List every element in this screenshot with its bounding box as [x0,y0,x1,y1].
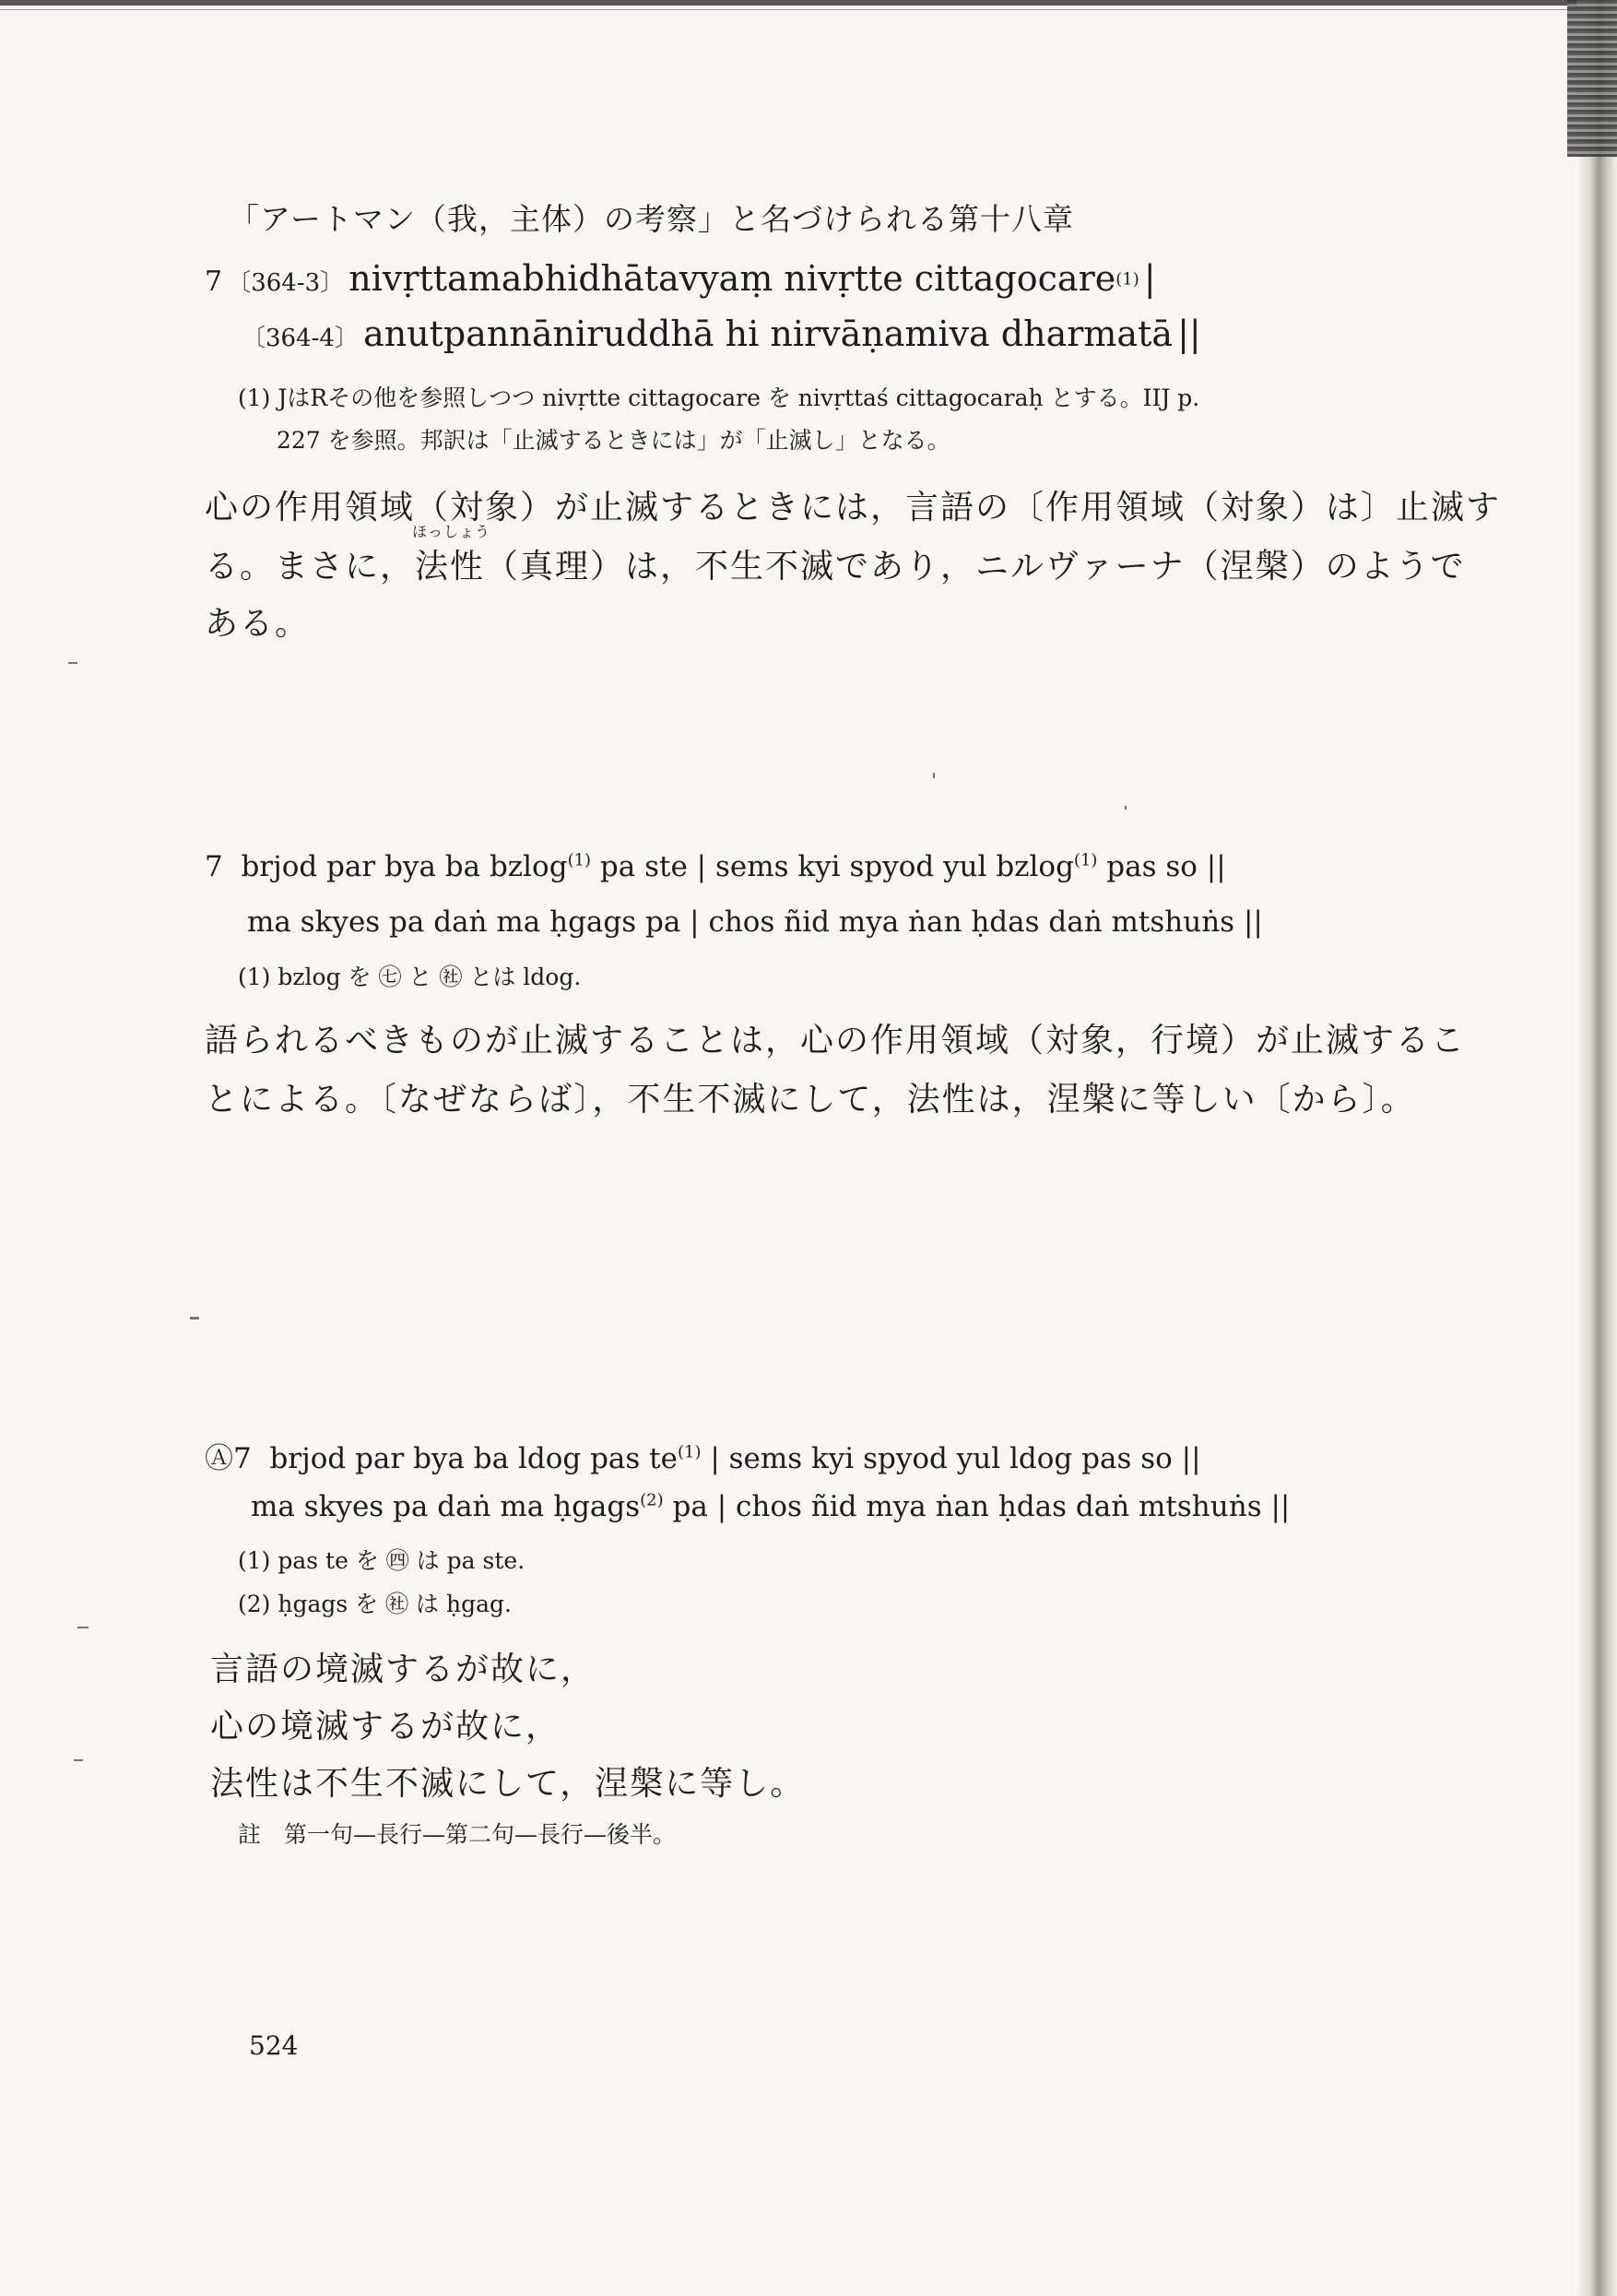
note-marker: (1) [1115,269,1139,290]
sanskrit-translation-line-2: る。まさに，法性（真理）は，不生不滅であり，ニルヴァーナ（涅槃）のようで [205,548,1466,586]
scan-speck [77,1627,89,1628]
verse-divider: || [1177,314,1201,354]
tibetan-translation-line-1: 語られるべきものが止滅することは，心の作用領域（対象，行境）が止滅するこ [205,1022,1467,1059]
tibetan-b-translation-line-1: 言語の境滅するが故に， [210,1651,596,1688]
tibetan-b-footnote-2: (2) ḥgags を ㊓ は ḥgag. [238,1591,512,1617]
tibetan-b-footnote-1: (1) pas te を ㊃ は pa ste. [238,1547,525,1574]
sanskrit-text: anutpannāniruddhā hi nirvāṇamiva dharmatā [363,314,1174,354]
chapter-title: 「アートマン（我，主体）の考察」と名づけられる第十八章 [229,201,1075,237]
tibetan-b-verse-line-1 [205,1435,1201,1476]
tibetan-translation-line-2: とによる。〔なぜならば〕，不生不滅にして，法性は，涅槃に等しい〔から〕。 [205,1081,1416,1118]
tibetan-footnote: (1) bzlog を ㊆ と ㊓ とは ldog. [238,964,582,990]
footnote-label: (1) [238,385,271,411]
tibetan-verse-line-1 [205,850,1226,883]
scan-binding-shadow [1567,0,1617,157]
tibetan-text: pa ste | sems kyi spyod yul bzlog [599,850,1074,883]
sanskrit-text: nivṛttamabhidhātavyaṃ nivṛtte cittagocare [348,258,1116,299]
sanskrit-translation-line-3: ある。 [205,605,311,643]
tibetan-b-translation-line-2: 心の境滅するが故に， [210,1708,561,1746]
tibetan-text: brjod par bya ba ldog pas te [269,1442,678,1475]
scan-speck [1125,806,1127,810]
sanskrit-verse-line-1 [205,258,1156,299]
tibetan-text: | sems kyi spyod yul ldog pas so || [710,1442,1201,1475]
verse-reference: 〔364-3〕 [227,269,345,297]
verse-number: 7 [205,266,223,298]
note-marker: (1) [1073,850,1098,870]
tibetan-text: pas so || [1106,850,1226,883]
tibetan-text: pa | chos ñid mya ṅan ḥdas daṅ mtshuṅs || [672,1490,1291,1523]
scan-speck [68,662,77,664]
scan-top-border [0,0,1617,6]
verse-reference: 〔364-4〕 [242,325,359,352]
scan-top-rule [0,9,1617,10]
footnote-text: JはRその他を参照しつつ nivṛtte cittagocare を nivṛttaś cittagocaraḥ とする。IIJ p. [277,385,1200,411]
sanskrit-translation-line-1: 心の作用領域（対象）が止滅するときには，言語の〔作用領域（対象）は〕止滅す [205,489,1502,527]
tibetan-b-annotation: 註 第一句—長行—第二句—長行—後半。 [238,1821,677,1848]
note-marker: (2) [640,1490,664,1510]
page-number: 524 [249,2030,299,2061]
note-marker: (1) [677,1442,702,1462]
verse-number: 7 [205,850,223,883]
verse-label: Ⓐ7 [205,1442,252,1475]
scan-speck [74,1759,83,1761]
tibetan-text: ma skyes pa daṅ ma ḥgags [251,1490,641,1523]
sanskrit-footnote-line-2: 227 を参照。邦訳は「止滅するときには」が「止滅し」となる。 [277,427,950,454]
ruby-annotation: ほっしょう [412,523,491,540]
note-marker: (1) [567,850,592,870]
scan-speck [933,773,935,778]
tibetan-text: brjod par bya ba bzlog [241,850,568,883]
scan-speck [190,1317,199,1320]
scan-page-edge [1576,0,1617,2296]
sanskrit-verse-line-2 [242,314,1201,354]
verse-divider: | [1143,258,1156,299]
sanskrit-footnote-line-1 [238,380,1199,413]
tibetan-b-verse-line-2 [251,1490,1290,1523]
tibetan-verse-line-2: ma skyes pa daṅ ma ḥgags pa | chos ñid mya ṅan ḥdas daṅ mtshuṅs || [247,905,1263,939]
tibetan-b-translation-line-3: 法性は不生不滅にして，涅槃に等し。 [210,1765,806,1803]
